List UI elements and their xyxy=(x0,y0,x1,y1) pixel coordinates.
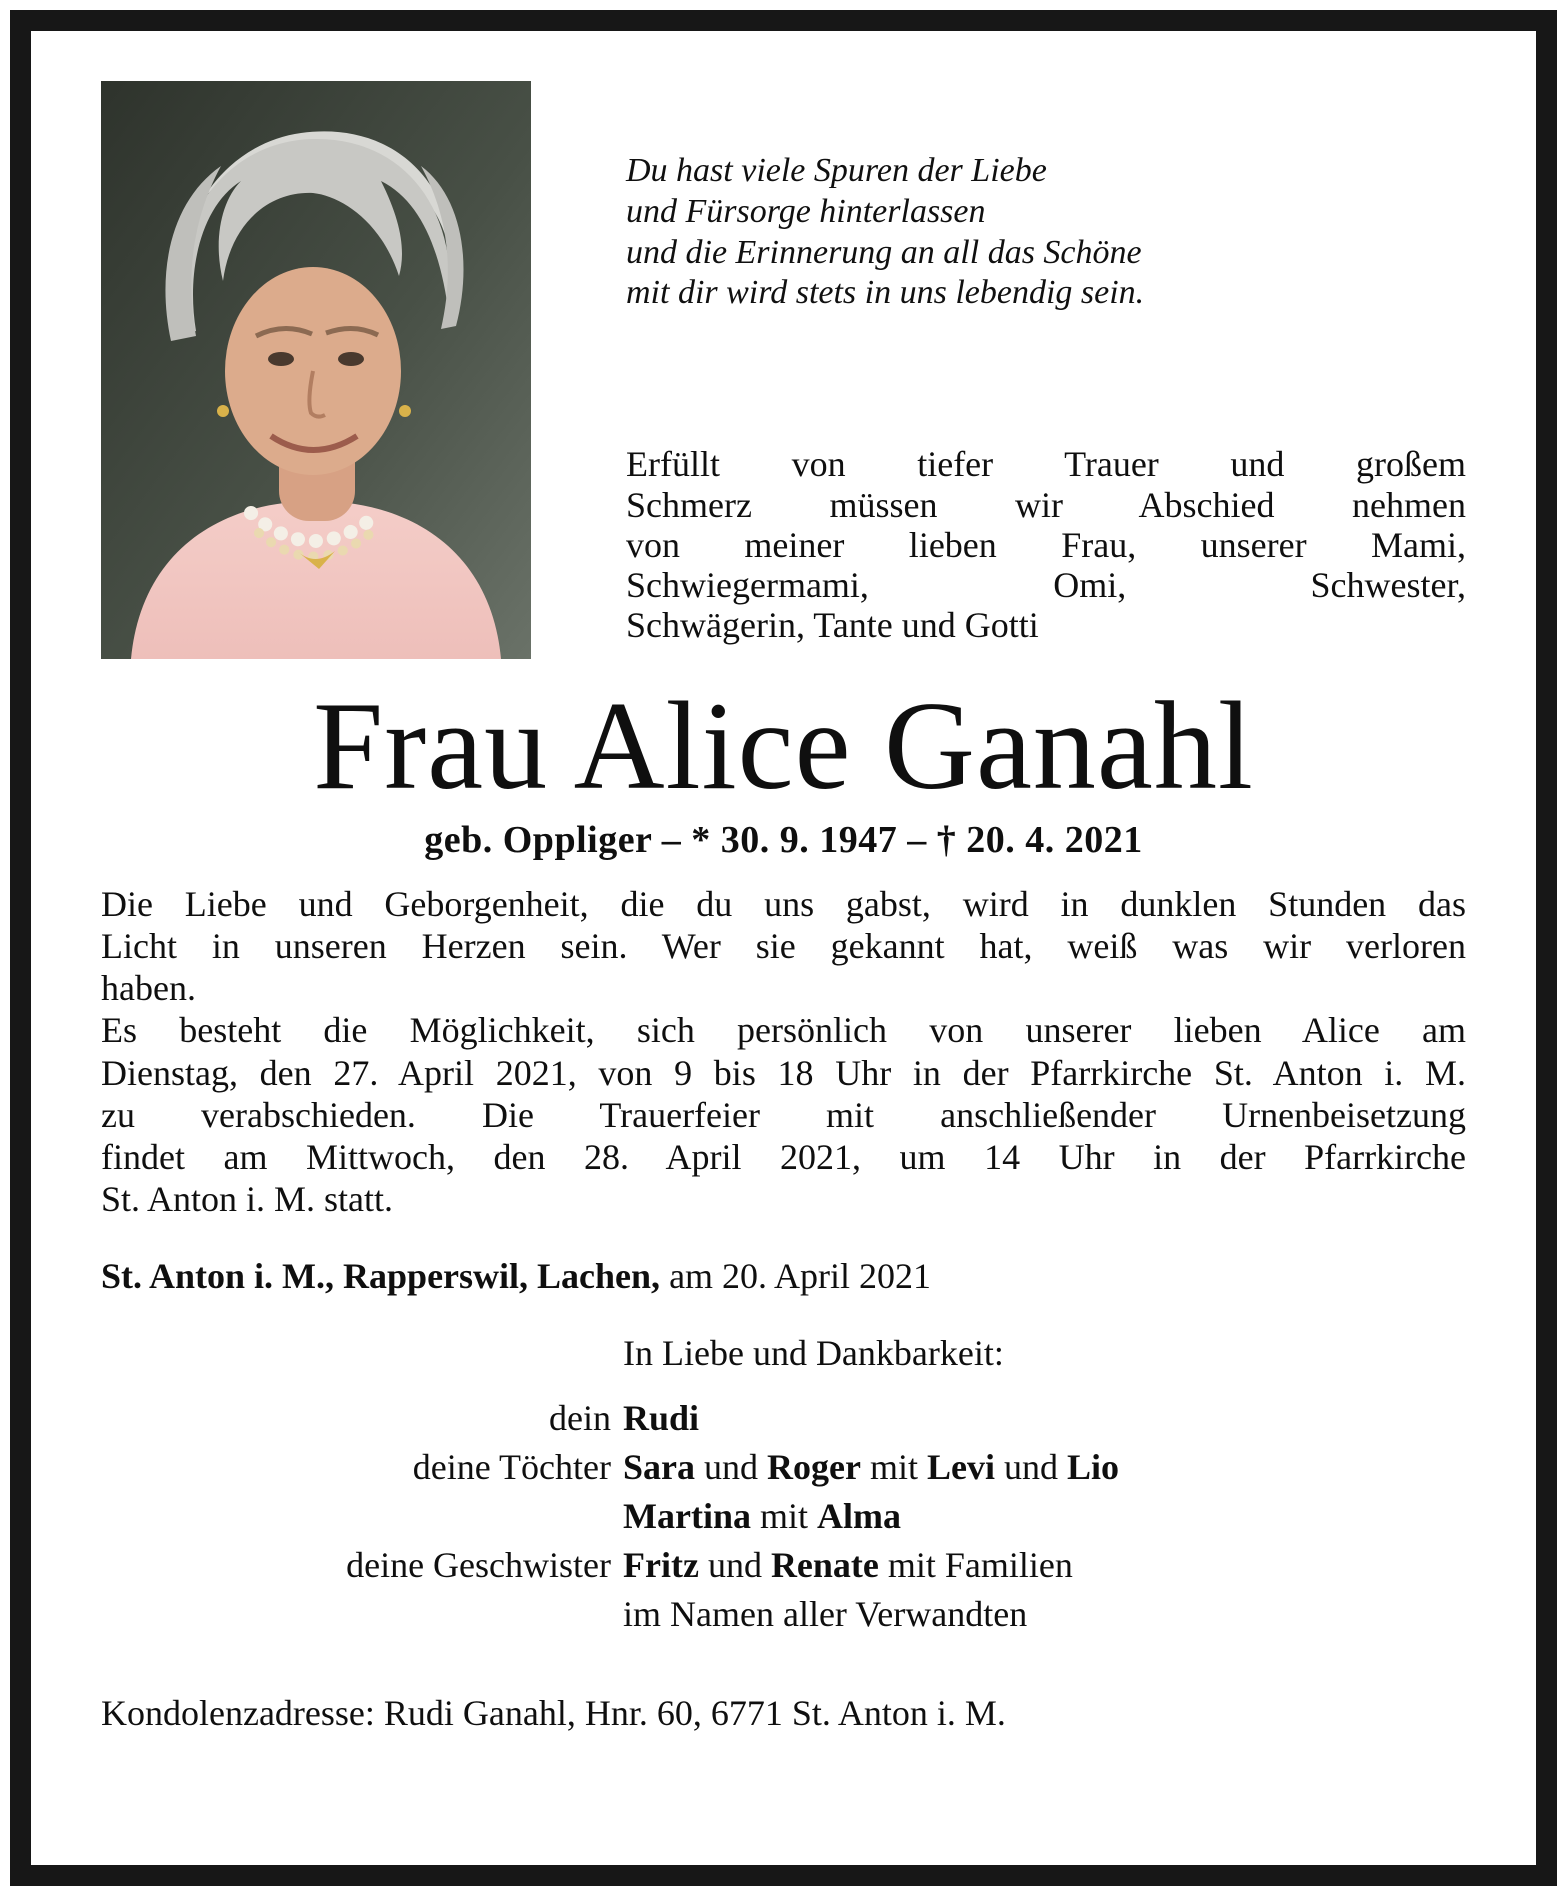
poem-line: mit dir wird stets in uns lebendig sein. xyxy=(626,274,1145,312)
body-line: findet am Mittwoch, den 28. April 2021, um 14 Uhr in der Pfarrkirche xyxy=(101,1136,1466,1177)
body-line: Die Liebe und Geborgenheit, die du uns gabst, wird in dunklen Stunden das xyxy=(101,884,1466,925)
family-row-husband xyxy=(101,1394,1466,1443)
poem-line: Du hast viele Spuren der Liebe xyxy=(626,152,1047,189)
announcement-date: am 20. April 2021 xyxy=(660,1255,932,1296)
announcement-line: von meiner lieben Frau, unserer Mami, xyxy=(626,524,1466,565)
farewell-paragraph xyxy=(101,883,1466,1009)
poem-line: und Fürsorge hinterlassen xyxy=(626,192,986,230)
body-line: zu verabschieden. Die Trauerfeier mit anschließender Urnenbeisetzung xyxy=(101,1094,1466,1135)
family-role xyxy=(101,1492,623,1541)
family-role: dein xyxy=(549,1397,611,1438)
service-info-paragraph xyxy=(101,1009,1466,1220)
top-section xyxy=(101,81,1466,659)
family-row-daughters xyxy=(101,1443,1466,1492)
black-frame-border xyxy=(10,10,1557,1886)
poem-line: und die Erinnerung an all das Schöne xyxy=(626,233,1142,271)
announcement-line: Schmerz müssen wir Abschied nehmen xyxy=(626,484,1466,525)
portrait-photo-illustration xyxy=(101,81,531,659)
deceased-name: Frau Alice Ganahl xyxy=(313,677,1254,816)
closing-heading: In Liebe und Dankbarkeit: xyxy=(623,1332,1004,1373)
body-line: haben. xyxy=(101,968,196,1009)
family-names: Martina mit Alma xyxy=(623,1495,901,1536)
family-role xyxy=(101,1590,623,1639)
family-names: Fritz und Renate mit Familien xyxy=(623,1544,1073,1585)
portrait-photo xyxy=(101,81,531,659)
epigraph-poem xyxy=(626,151,1466,314)
body-line: Es besteht die Möglichkeit, sich persönlich von unserer lieben Alice am xyxy=(101,1010,1466,1051)
family-row-siblings xyxy=(101,1541,1466,1590)
place-names: St. Anton i. M., Rapperswil, Lachen, xyxy=(101,1255,661,1296)
family-role: deine Geschwister xyxy=(346,1544,611,1585)
condolence-address: Kondolenzadresse: Rudi Ganahl, Hnr. 60, 6771 St. Anton i. M. xyxy=(101,1692,1006,1733)
family-list xyxy=(101,1329,1466,1639)
closing-heading-row xyxy=(101,1329,1466,1378)
birth-death-dates: geb. Oppliger – * 30. 9. 1947 – † 20. 4. 2021 xyxy=(424,818,1143,861)
body-line: Dienstag, den 27. April 2021, von 9 bis 18 Uhr in der Pfarrkirche St. Anton i. M. xyxy=(101,1052,1466,1093)
family-row-daughter-martina xyxy=(101,1492,1466,1541)
family-row-relatives xyxy=(101,1590,1466,1639)
mourning-announcement xyxy=(626,444,1466,646)
family-role: deine Töchter xyxy=(412,1446,611,1487)
body-line: Licht in unseren Herzen sein. Wer sie gekannt hat, weiß was wir verloren xyxy=(101,926,1466,967)
announcement-line: Schwägerin, Tante und Gotti xyxy=(626,605,1039,646)
family-names: Rudi xyxy=(623,1397,700,1438)
announcement-line: Schwiegermami, Omi, Schwester, xyxy=(626,565,1466,606)
place-date-line xyxy=(101,1254,1466,1299)
right-column xyxy=(626,81,1466,646)
family-names: Sara und Roger mit Levi und Lio xyxy=(623,1446,1119,1487)
body-line: St. Anton i. M. statt. xyxy=(101,1178,394,1219)
family-names: im Namen aller Verwandten xyxy=(623,1593,1028,1634)
announcement-line: Erfüllt von tiefer Trauer und großem xyxy=(626,444,1466,485)
